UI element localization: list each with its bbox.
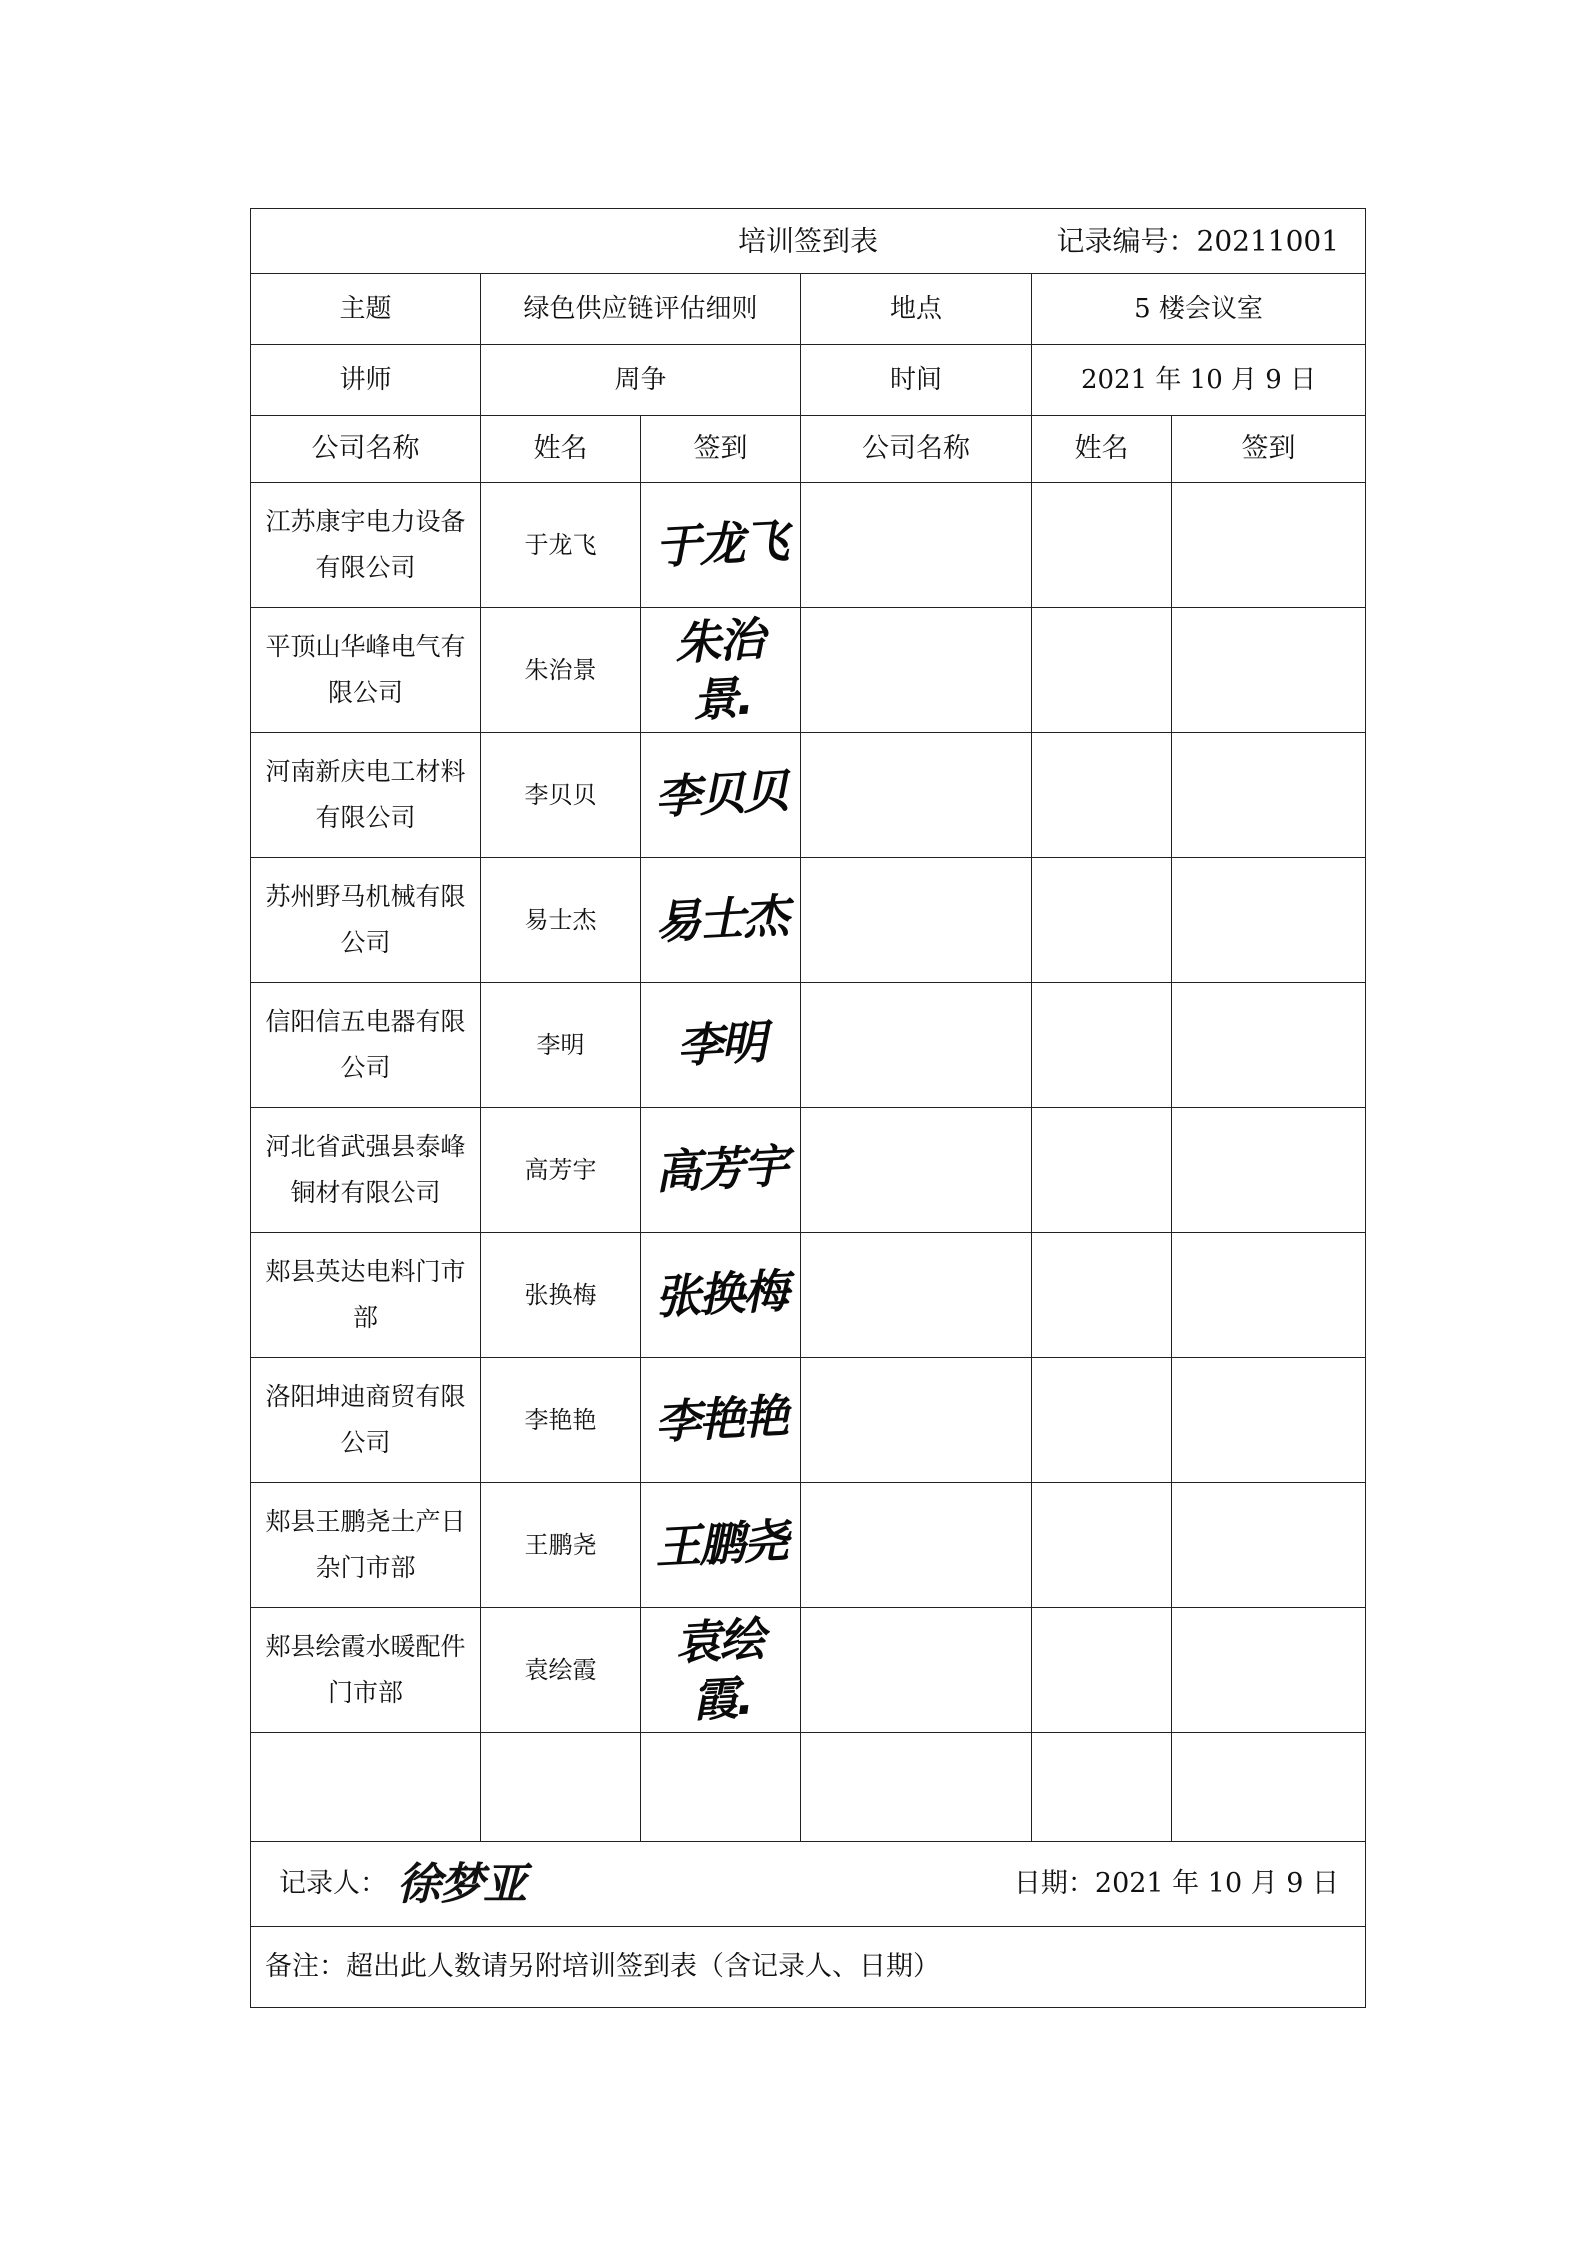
- lecturer-row: [251, 345, 1366, 416]
- handwritten-signature: 张换梅: [653, 1263, 788, 1325]
- empty-cell: [1172, 1108, 1366, 1233]
- attendee-name: 易士杰: [481, 858, 641, 983]
- table-row: [251, 1108, 1366, 1233]
- handwritten-signature: 李明: [675, 1014, 766, 1074]
- company-name: 河南新庆电工材料有限公司: [251, 733, 481, 858]
- empty-cell: [801, 983, 1032, 1108]
- footer-date: 日期：2021 年 10 月 9 日: [1013, 1868, 1340, 1900]
- attendee-name: 张换梅: [481, 1233, 641, 1358]
- empty-cell: [801, 1233, 1032, 1358]
- topic-row: [251, 274, 1366, 345]
- attendee-name: 袁绘霞: [481, 1608, 641, 1733]
- column-header-company-2: 公司名称: [801, 416, 1032, 483]
- column-header-name-2: 姓名: [1032, 416, 1172, 483]
- table-row: [251, 608, 1366, 733]
- column-header-company: 公司名称: [251, 416, 481, 483]
- empty-cell: [801, 1358, 1032, 1483]
- empty-cell: [1172, 1608, 1366, 1733]
- empty-cell: [1032, 608, 1172, 733]
- table-row: [251, 1233, 1366, 1358]
- attendee-list: [251, 483, 1366, 1733]
- lecturer-label: 讲师: [251, 345, 481, 416]
- title-row: [251, 209, 1366, 274]
- sign-in-table: [250, 208, 1366, 2008]
- empty-cell: [1032, 1608, 1172, 1733]
- empty-cell: [1032, 1733, 1172, 1842]
- recorder-cell: [251, 1842, 1366, 1927]
- company-name: 河北省武强县泰峰铜材有限公司: [251, 1108, 481, 1233]
- empty-cell: [1032, 1108, 1172, 1233]
- recorder-label: 记录人：: [279, 1868, 387, 1900]
- column-header-name: 姓名: [481, 416, 641, 483]
- record-number: 记录编号：20211001: [1056, 224, 1340, 258]
- handwritten-signature: 高芳宇: [653, 1138, 788, 1200]
- empty-cell: [641, 1733, 801, 1842]
- empty-cell: [1032, 733, 1172, 858]
- note: 备注：超出此人数请另附培训签到表（含记录人、日期）: [251, 1927, 1366, 2008]
- table-row: [251, 983, 1366, 1108]
- signature-cell: [641, 733, 801, 858]
- table-row: [251, 483, 1366, 608]
- attendee-name: 于龙飞: [481, 483, 641, 608]
- attendee-name: 李贝贝: [481, 733, 641, 858]
- attendee-name: 王鹏尧: [481, 1483, 641, 1608]
- empty-cell: [801, 1733, 1032, 1842]
- empty-cell: [801, 1608, 1032, 1733]
- company-name: 洛阳坤迪商贸有限公司: [251, 1358, 481, 1483]
- empty-cell: [801, 1108, 1032, 1233]
- topic-label: 主题: [251, 274, 481, 345]
- empty-cell: [1032, 1233, 1172, 1358]
- lecturer-value: 周争: [481, 345, 801, 416]
- recorder-signature: 徐梦亚: [397, 1858, 526, 1910]
- column-header-row: [251, 416, 1366, 483]
- recorder: [279, 1857, 526, 1912]
- signature-cell: [641, 1233, 801, 1358]
- time-value: 2021 年 10 月 9 日: [1032, 345, 1366, 416]
- recorder-row: [251, 1842, 1366, 1927]
- company-name: 郏县王鹏尧土产日杂门市部: [251, 1483, 481, 1608]
- note-row: [251, 1927, 1366, 2008]
- company-name: 郏县英达电料门市部: [251, 1233, 481, 1358]
- empty-cell: [1032, 983, 1172, 1108]
- company-name: 信阳信五电器有限公司: [251, 983, 481, 1108]
- handwritten-signature: 王鹏尧: [653, 1513, 788, 1575]
- table-row: [251, 1608, 1366, 1733]
- company-name: 苏州野马机械有限公司: [251, 858, 481, 983]
- empty-row: [251, 1733, 1366, 1842]
- empty-cell: [1032, 1483, 1172, 1608]
- attendee-name: 李艳艳: [481, 1358, 641, 1483]
- attendee-name: 李明: [481, 983, 641, 1108]
- column-header-sign-2: 签到: [1172, 416, 1366, 483]
- signature-cell: [641, 983, 801, 1108]
- empty-cell: [801, 608, 1032, 733]
- empty-cell: [481, 1733, 641, 1842]
- signature-cell: [641, 608, 801, 733]
- empty-cell: [1172, 1733, 1366, 1842]
- empty-cell: [801, 483, 1032, 608]
- empty-cell: [1172, 608, 1366, 733]
- table-row: [251, 733, 1366, 858]
- empty-cell: [1172, 858, 1366, 983]
- signature-cell: [641, 1108, 801, 1233]
- signature-cell: [641, 1358, 801, 1483]
- location-label: 地点: [801, 274, 1032, 345]
- handwritten-signature: 易士杰: [653, 888, 788, 950]
- empty-cell: [251, 1733, 481, 1842]
- topic-value: 绿色供应链评估细则: [481, 274, 801, 345]
- empty-cell: [801, 1483, 1032, 1608]
- table-row: [251, 858, 1366, 983]
- column-header-sign: 签到: [641, 416, 801, 483]
- company-name: 江苏康宇电力设备有限公司: [251, 483, 481, 608]
- empty-cell: [801, 858, 1032, 983]
- table-row: [251, 1483, 1366, 1608]
- signature-cell: [641, 1483, 801, 1608]
- empty-cell: [1172, 1233, 1366, 1358]
- attendee-name: 朱治景: [481, 608, 641, 733]
- empty-cell: [801, 733, 1032, 858]
- empty-cell: [1172, 483, 1366, 608]
- handwritten-signature: 李艳艳: [653, 1388, 788, 1450]
- signature-cell: [641, 1608, 801, 1733]
- table-row: [251, 1358, 1366, 1483]
- location-value: 5 楼会议室: [1032, 274, 1366, 345]
- empty-cell: [1172, 1358, 1366, 1483]
- handwritten-signature: 李贝贝: [653, 763, 788, 825]
- empty-cell: [1032, 483, 1172, 608]
- sheet-title: 培训签到表: [738, 224, 879, 258]
- handwritten-signature: 袁绘霞.: [673, 1611, 765, 1727]
- time-label: 时间: [801, 345, 1032, 416]
- empty-cell: [1032, 1358, 1172, 1483]
- handwritten-signature: 于龙飞: [653, 513, 788, 575]
- empty-cell: [1172, 1483, 1366, 1608]
- handwritten-signature: 朱治景.: [673, 611, 765, 727]
- attendee-name: 高芳宇: [481, 1108, 641, 1233]
- empty-cell: [1172, 733, 1366, 858]
- empty-cell: [1032, 858, 1172, 983]
- company-name: 郏县绘霞水暖配件门市部: [251, 1608, 481, 1733]
- company-name: 平顶山华峰电气有限公司: [251, 608, 481, 733]
- signature-cell: [641, 483, 801, 608]
- title-cell: [251, 209, 1366, 274]
- signature-cell: [641, 858, 801, 983]
- empty-cell: [1172, 983, 1366, 1108]
- sign-in-sheet: [250, 208, 1365, 2008]
